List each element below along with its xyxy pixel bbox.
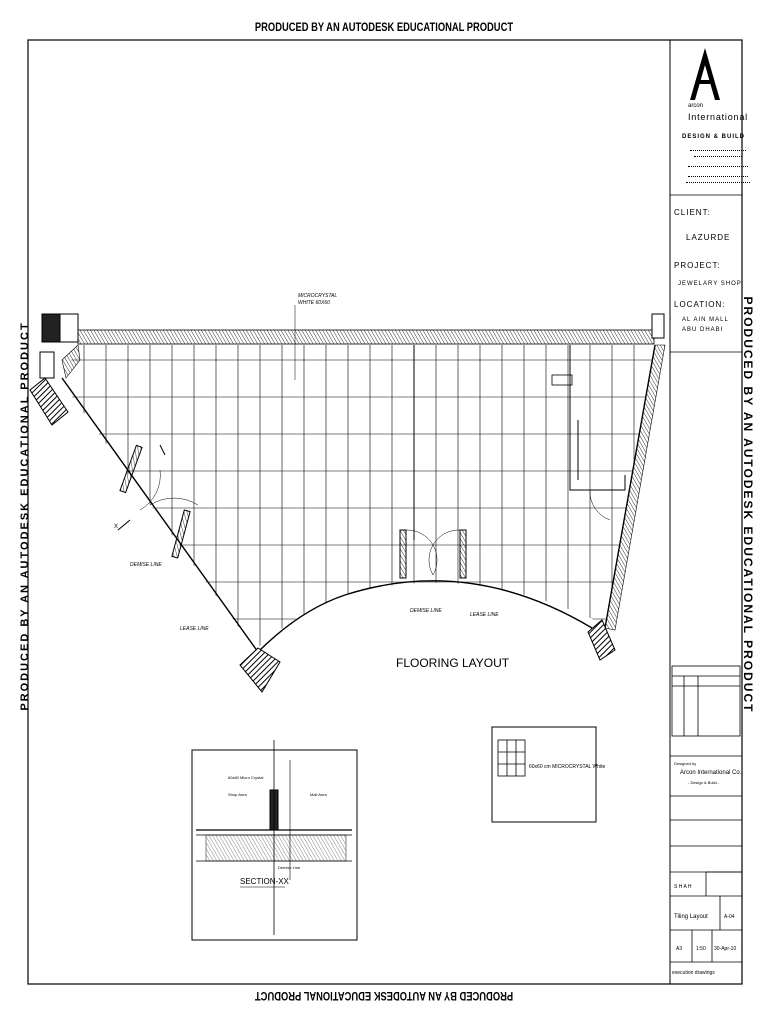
legend [492,727,606,822]
watermark-right: PRODUCED BY AN AUTODESK EDUCATIONAL PRODUCT [741,296,755,714]
section-label: Shop Area [228,792,247,797]
watermark-bottom: PRODUCED BY AN AUTODESK EDUCATIONAL PRODUCT [254,989,514,1003]
door-swing [590,490,610,520]
tile-grid [40,345,660,700]
designed-by-label: Designed by [674,761,697,766]
right-wall [605,345,665,630]
arcon-logo [688,48,748,122]
partition [570,345,625,490]
title-block-lines [670,195,742,962]
fixture [552,375,572,385]
date: 30-Apr-10 [714,946,737,952]
door-panel [460,530,466,578]
floor-outline [62,345,655,652]
door-panel [172,510,190,558]
section-label: 60x60 Micro Crystal [228,775,264,780]
company-address [682,148,754,188]
checked-by-value: S H A H [674,884,692,890]
column [30,378,68,425]
designer-sub: - Design & Build - [688,780,720,785]
scale: 1:50 [696,946,706,952]
tile-callout-line1: MICROCRYSTAL [298,293,338,299]
column [652,314,664,338]
door-swing [429,530,460,575]
left-wall [62,345,80,378]
top-wall [78,330,654,344]
column [240,648,280,692]
drawing-title-block: Tiling Layout [674,914,708,920]
column [60,314,78,342]
legend-text: 60x60 cm MICROCRYSTAL White [529,764,606,770]
section-label: Mall Area [310,792,327,797]
drawing-title: FLOORING LAYOUT [396,656,510,670]
logo-line1: arcon [688,103,704,109]
location-line2: ABU DHABI [682,327,724,333]
section-detail [192,740,357,940]
watermark-top: PRODUCED BY AN AUTODESK EDUCATIONAL PRODUCT [254,20,514,34]
column [42,314,60,342]
sheet-size: A3 [676,946,683,952]
project-value: JEWELARY SHOP [678,281,742,287]
project-label: PROJECT: [674,261,721,270]
watermark-left: PRODUCED BY AN AUTODESK EDUCATIONAL PRODUCT [19,321,31,711]
legend-swatch [498,740,525,776]
column [40,352,54,378]
drawing-number: A-04 [724,914,735,920]
client-value: LAZURDE [686,233,731,242]
client-label: CLIENT: [674,208,711,217]
door-swing [406,530,437,575]
door-swing [150,498,198,505]
lease-line-label: LEASE LINE [470,612,499,618]
design-build: DESIGN & BUILD [682,134,746,140]
door-panel [400,530,406,578]
logo-line2: International [688,112,748,122]
location-line1: AL AIN MALL [682,317,729,323]
designer: Arcon International Co. [680,770,742,776]
tile-callout-line2: WHITE 60X60 [298,300,330,306]
arrow-marker: X [114,524,119,530]
section-label: Demise Line [278,865,301,870]
demise-line-label: DEMISE LINE [410,608,442,614]
lease-line-label: LEASE LINE [180,626,209,632]
demise-line-label: DEMISE LINE [130,562,162,568]
floor-plan [30,293,665,700]
section-title: SECTION-XX [240,877,289,886]
status: execution drawings [672,970,715,976]
location-label: LOCATION: [674,300,726,309]
